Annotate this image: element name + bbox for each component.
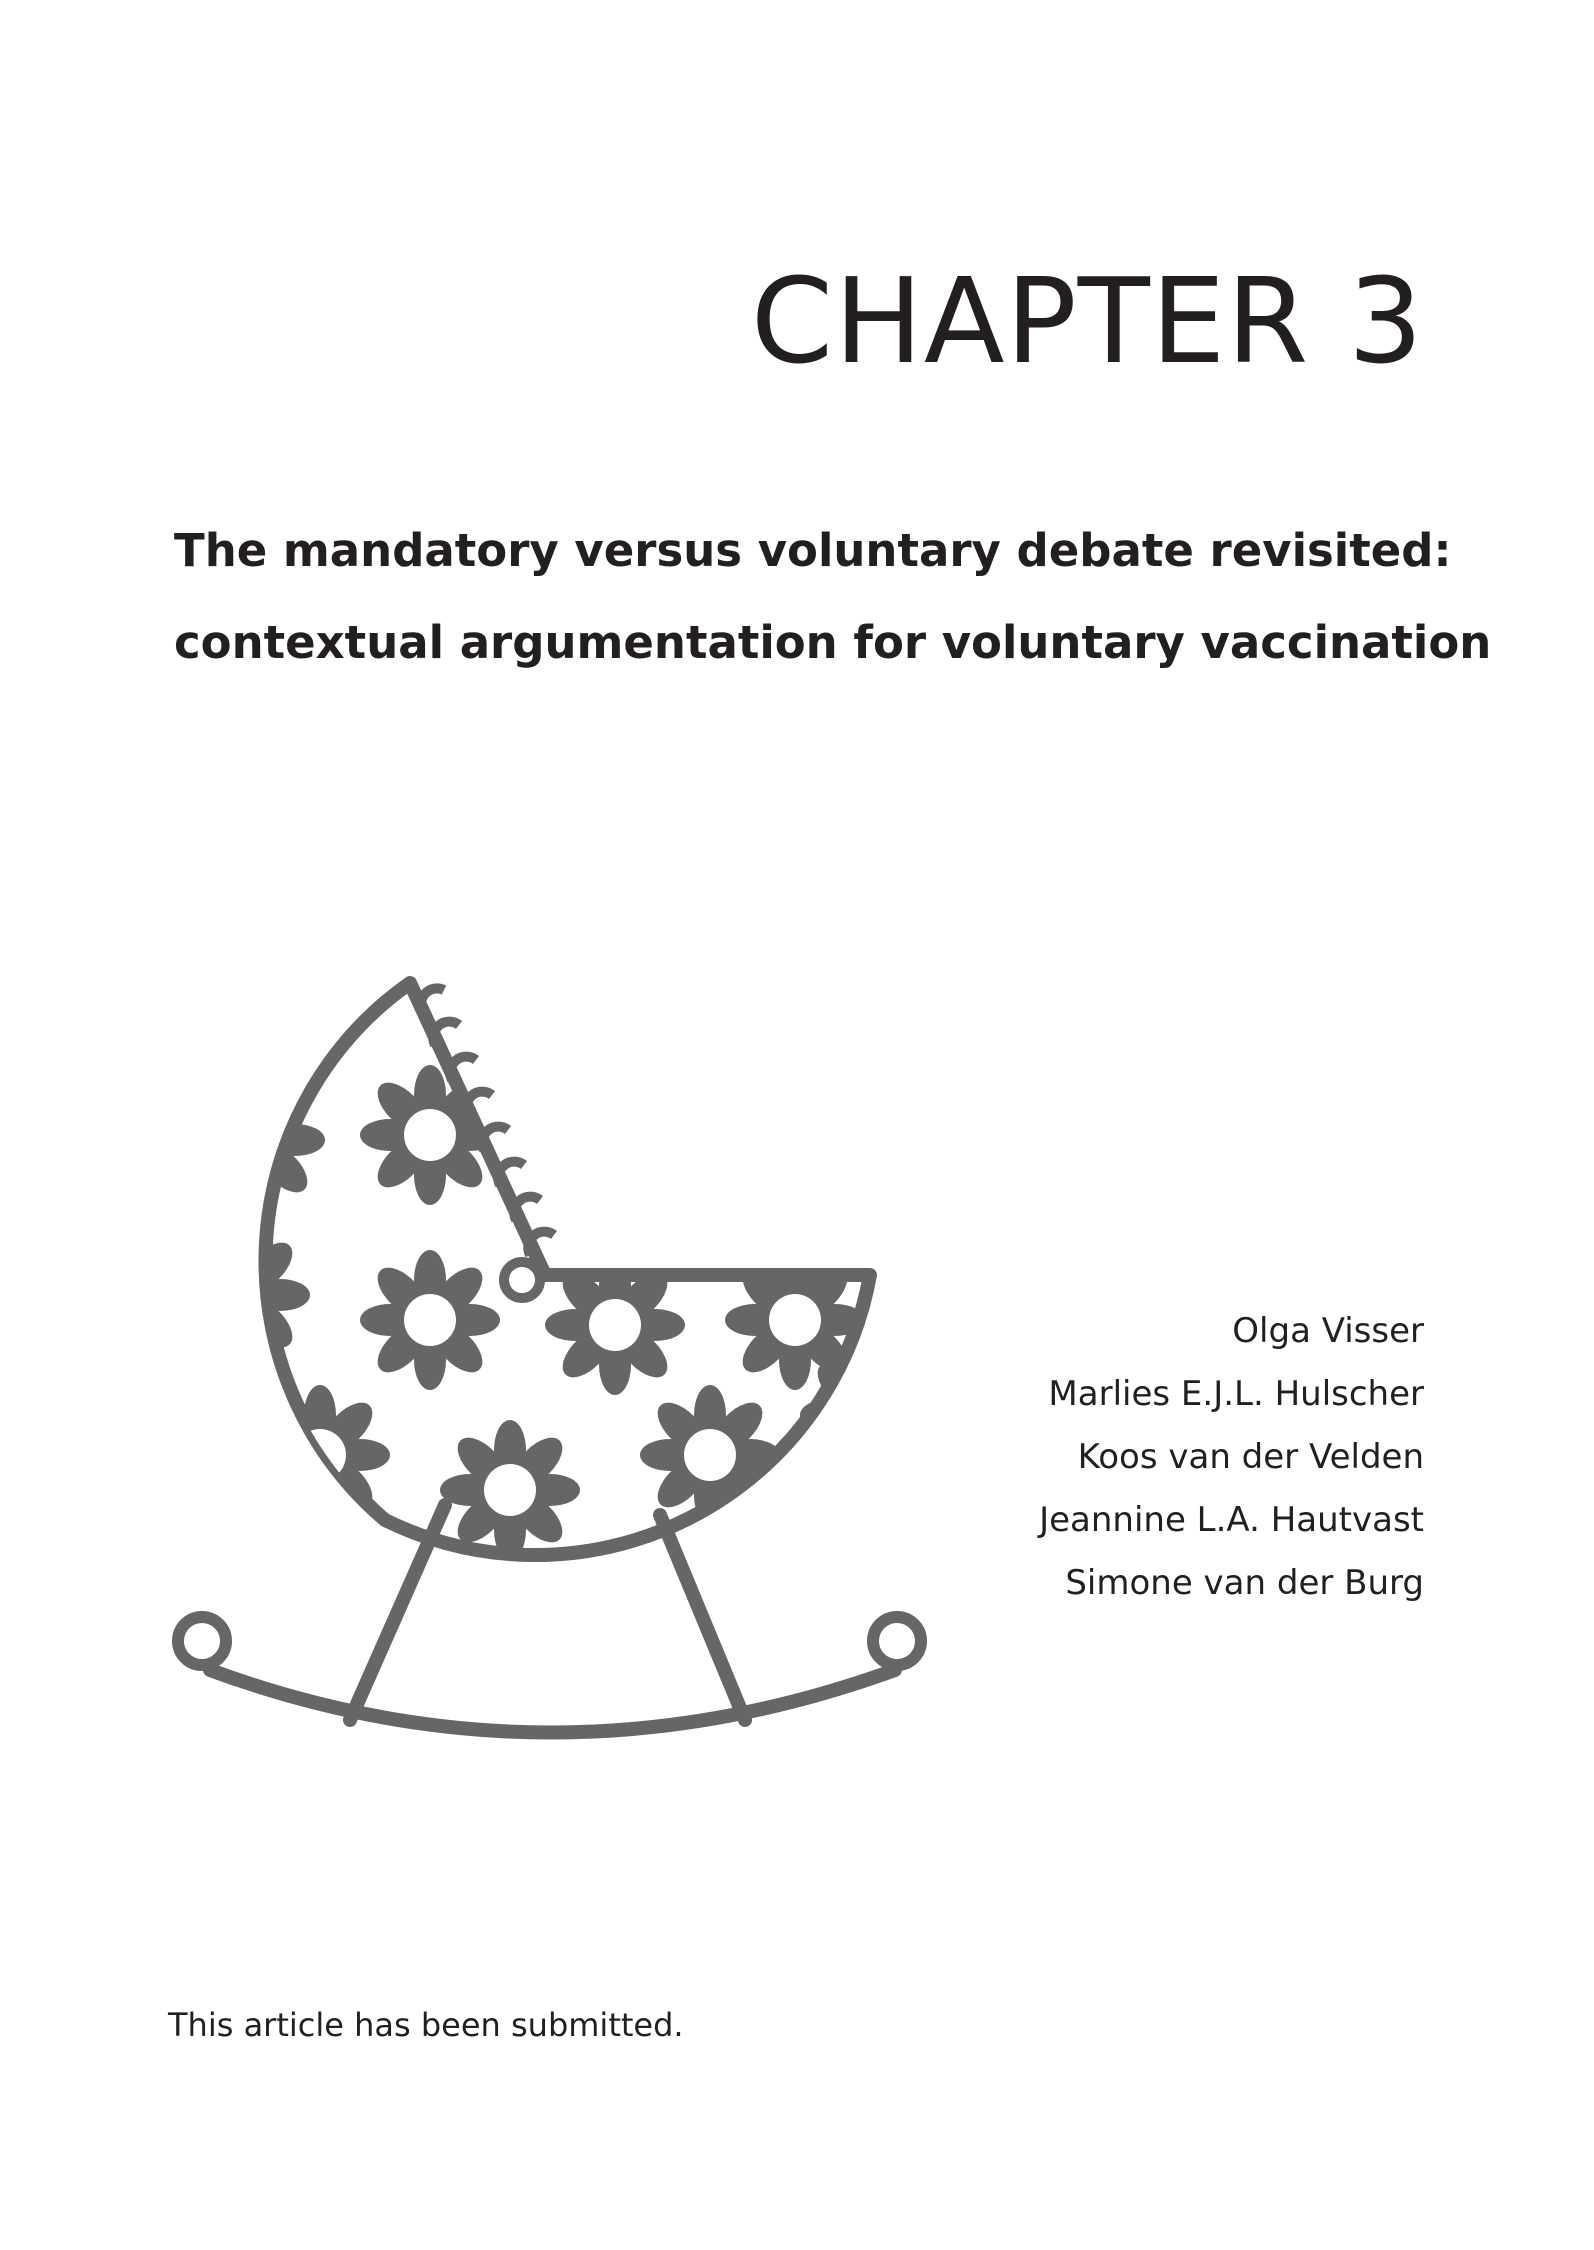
author-name: Marlies E.J.L. Hulscher: [1048, 1374, 1424, 1414]
chapter-title-line-2: contextual argumentation for voluntary vaccination: [174, 616, 1492, 669]
chapter-title-line-1: The mandatory versus voluntary debate revisited:: [174, 524, 1452, 577]
author-list: [1039, 1300, 1424, 1615]
submission-note: This article has been submitted.: [168, 2006, 684, 2044]
rocking-cradle-icon: [170, 975, 930, 1765]
chapter-title: [174, 505, 1492, 689]
author-name: Koos van der Velden: [1077, 1437, 1424, 1477]
author-name: Olga Visser: [1232, 1311, 1424, 1351]
author-name: Jeannine L.A. Hautvast: [1039, 1500, 1424, 1540]
chapter-heading: CHAPTER 3: [750, 252, 1424, 390]
author-name: Simone van der Burg: [1065, 1563, 1424, 1603]
